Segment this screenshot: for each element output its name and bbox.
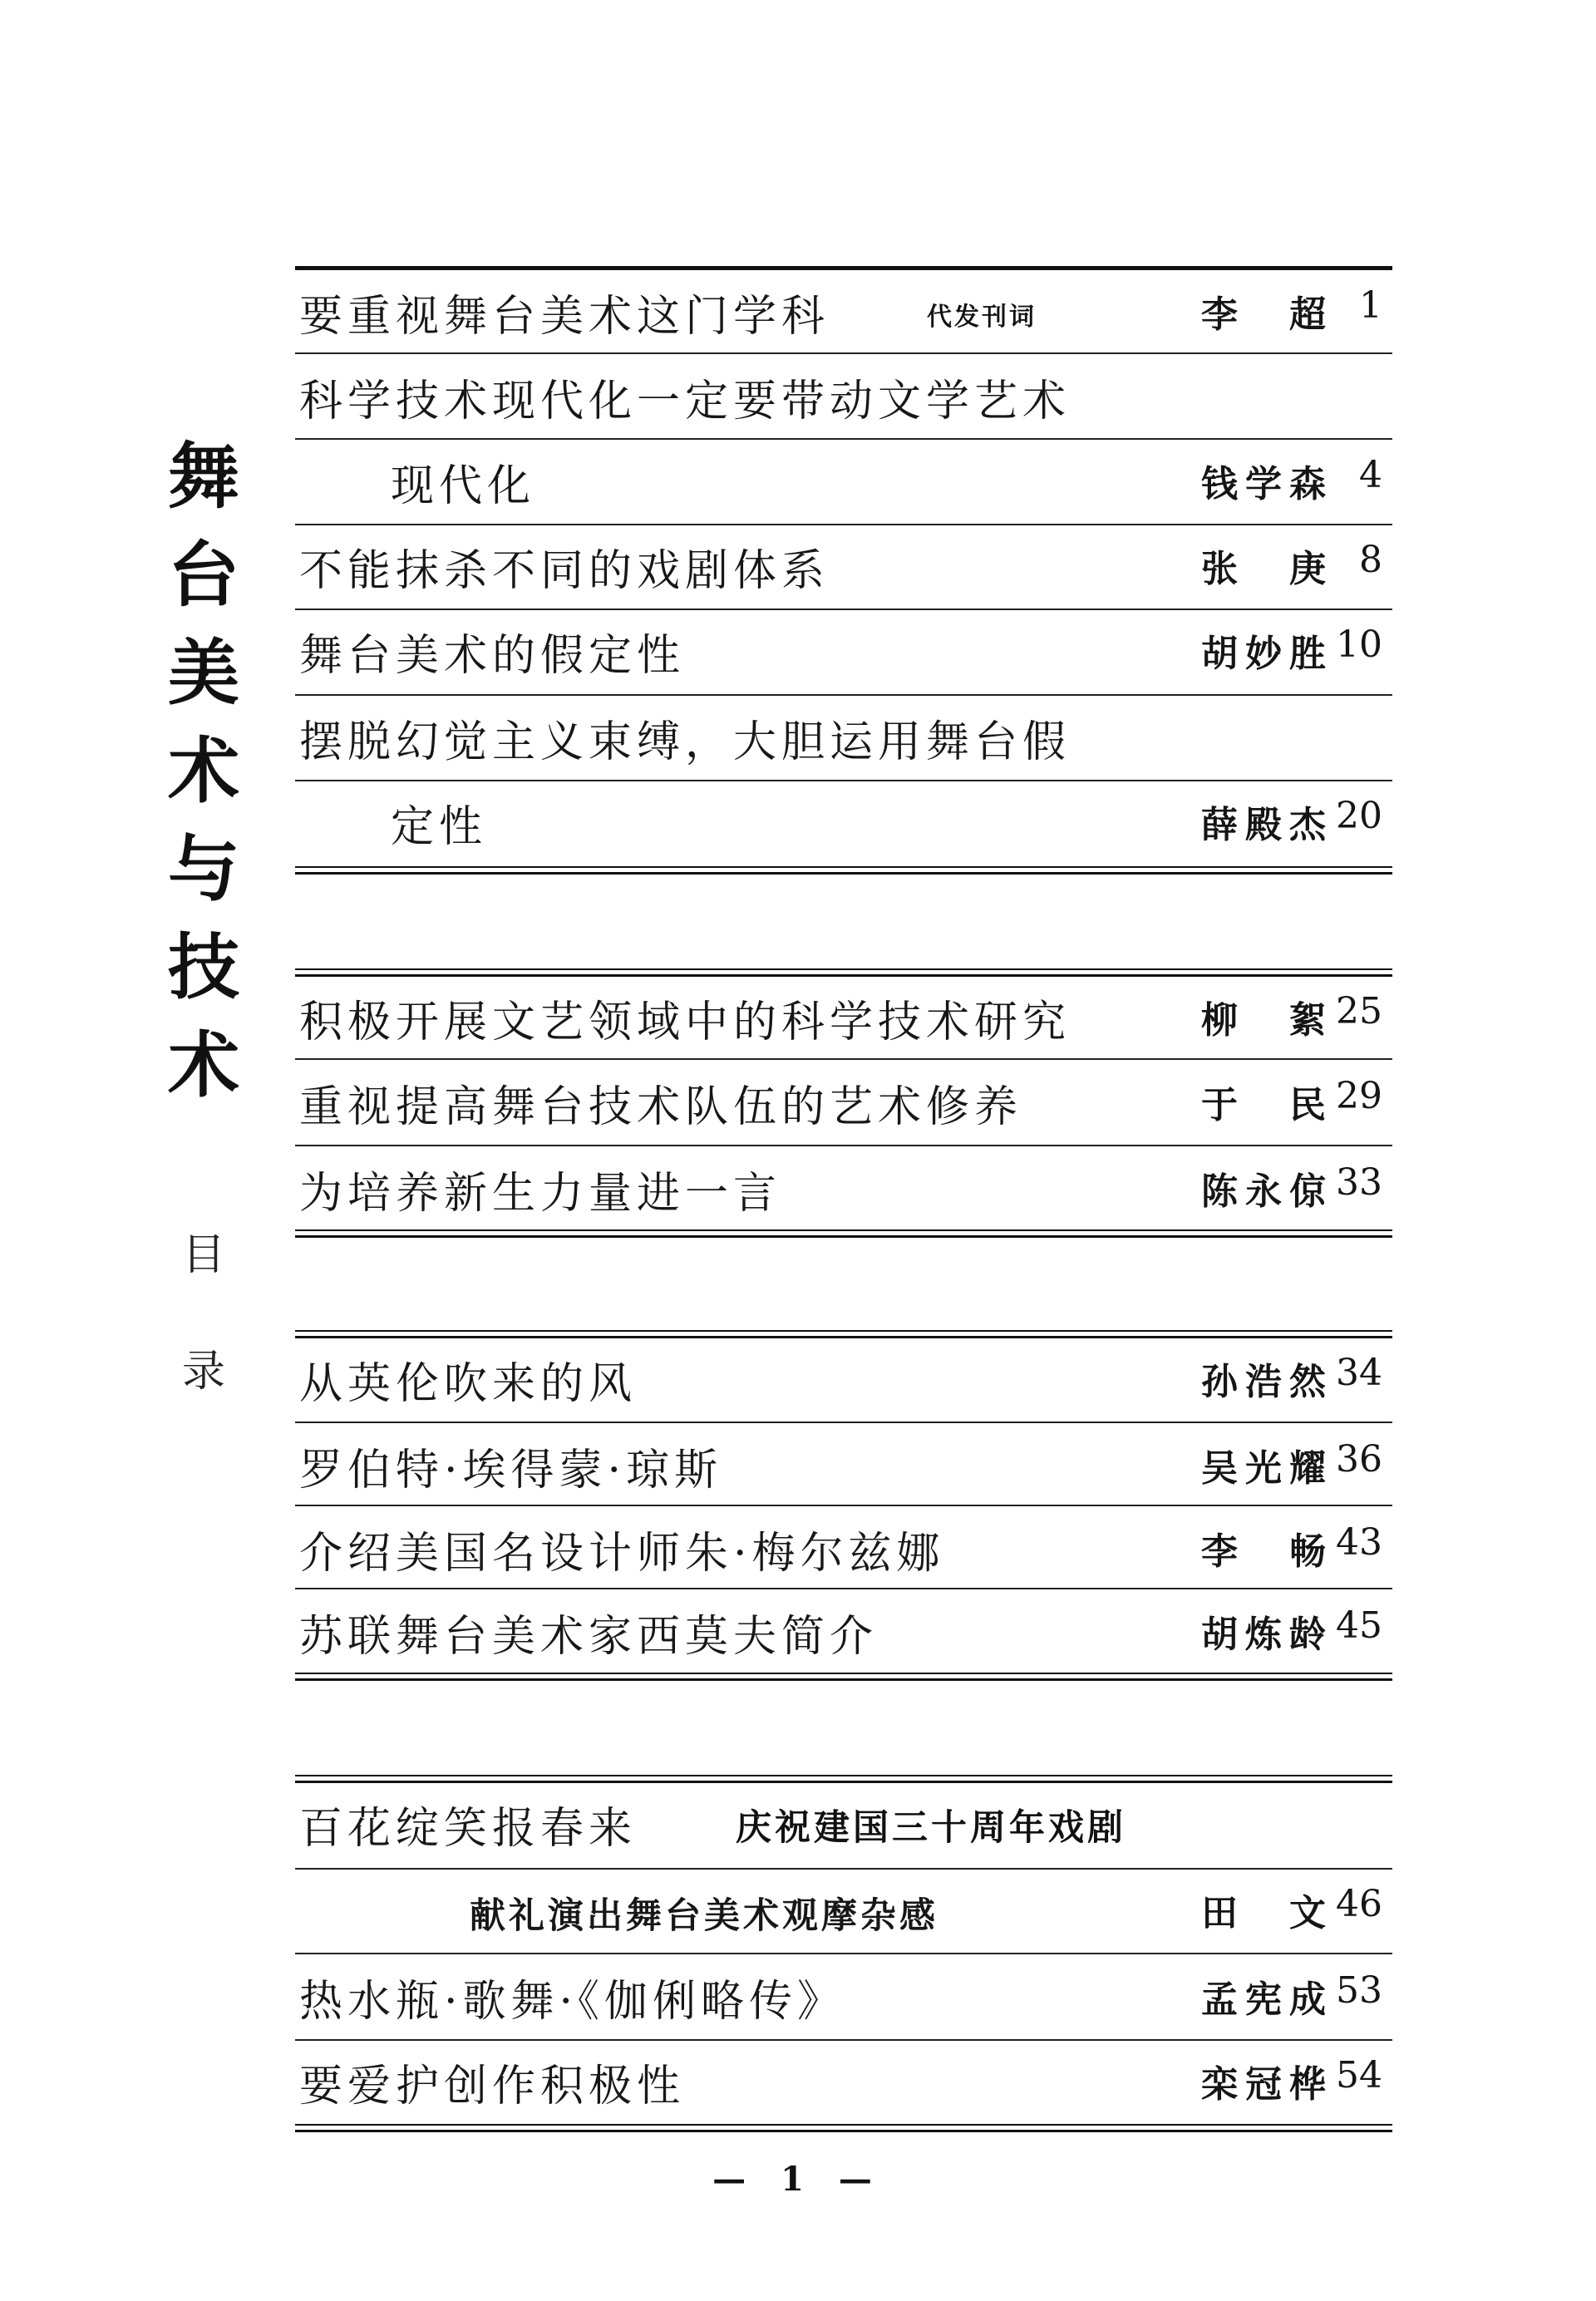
divider [295,1505,1392,1506]
toc-entry[interactable] [295,1958,1392,2032]
divider [295,1145,1392,1146]
toc-entry-continuation[interactable] [295,1871,1392,1946]
entry-title-continuation: 现代化 [391,461,536,511]
journal-title-char: 台 [168,533,239,617]
entry-author: 柳 絮 [1201,999,1326,1042]
entry-title: 罗伯特·埃得蒙·琼斯 [299,1446,723,1495]
divider [295,1588,1392,1589]
entry-author: 李 超 [1201,293,1326,336]
entry-page: 8 [1359,539,1382,581]
entry-author: 张 庚 [1201,548,1326,590]
toc-entry-continuation[interactable] [295,783,1392,858]
entry-author: 李 畅 [1201,1530,1326,1573]
divider [295,1058,1392,1060]
entry-author: 于 民 [1201,1084,1326,1126]
journal-title-char: 美 [168,631,239,715]
entry-author: 孙浩然 [1201,1361,1326,1403]
toc-entry[interactable] [295,1340,1392,1415]
toc-entry-continuation[interactable] [295,442,1392,517]
entry-page: 33 [1336,1161,1382,1204]
entry-title: 百花绽笑报春来 [299,1804,638,1854]
entry-title: 不能抹杀不同的戏剧体系 [299,546,830,596]
entry-title: 热水瓶·歌舞·《伽俐略传》 [299,1977,846,2027]
divider [295,1330,1392,1338]
entry-author: 吴光耀 [1201,1447,1326,1490]
toc-entry[interactable] [295,698,1392,773]
journal-title-char: 与 [168,827,239,911]
entry-title: 要重视舞台美术这门学科 [299,292,830,342]
entry-author: 薛殿杰 [1201,804,1326,846]
divider [295,866,1392,875]
divider [295,266,1392,270]
journal-title-char: 技 [168,925,239,1009]
divider [295,780,1392,781]
entry-page: 25 [1336,990,1382,1032]
entry-title: 积极开展文艺领域中的科学技术研究 [299,998,1071,1047]
entry-page: 36 [1336,1438,1382,1481]
entry-author: 栾冠桦 [1201,2063,1326,2106]
entry-page: 54 [1336,2054,1382,2097]
entry-page: 45 [1336,1604,1382,1647]
toc-entry[interactable] [295,1510,1392,1584]
divider [295,2039,1392,2041]
journal-title-char: 术 [168,729,239,813]
entry-title-continuation: 献礼演出舞台美术观摩杂感 [470,1895,938,1937]
toc-entry[interactable] [295,2042,1392,2117]
divider [295,968,1392,977]
entry-title: 介绍美国名设计师朱·梅尔兹娜 [299,1529,945,1579]
entry-title-continuation: 定性 [391,802,488,852]
entry-page: 4 [1359,454,1382,496]
divider [295,609,1392,610]
entry-author: 田 文 [1201,1892,1326,1934]
toc-entry[interactable] [295,1426,1392,1501]
journal-title-char: 舞 [168,435,239,519]
toc-entry[interactable] [295,978,1392,1053]
contents-label [170,1210,237,1442]
entry-author: 胡炼龄 [1201,1614,1326,1656]
entry-page: 34 [1336,1352,1382,1394]
divider [295,1229,1392,1238]
entry-author: 陈永倞 [1201,1170,1326,1213]
entry-note: 代发刊词 [927,303,1037,332]
page-number: — 1 — [712,2160,884,2199]
toc-entry[interactable] [295,357,1392,432]
divider [295,1421,1392,1423]
divider [295,352,1392,354]
entry-title: 摆脱幻觉主义束缚，大胆运用舞台假 [299,717,1071,767]
toc-entry[interactable] [295,1785,1392,1860]
entry-page: 20 [1336,795,1382,837]
toc-entry[interactable] [295,273,1392,347]
journal-title-char: 术 [168,1023,239,1107]
entry-title: 重视提高舞台技术队伍的艺术修养 [299,1082,1023,1132]
entry-author: 胡妙胜 [1201,633,1326,675]
entry-author: 孟宪成 [1201,1978,1326,2021]
entry-title: 为培养新生力量进一言 [299,1169,782,1219]
toc-entry[interactable] [295,1150,1392,1224]
entry-title: 科学技术现代化一定要带动文学艺术 [299,377,1071,426]
toc-entry[interactable] [295,527,1392,602]
entry-page: 53 [1336,1969,1382,2012]
entry-page: 1 [1359,284,1382,327]
divider [295,1673,1392,1681]
divider [295,1868,1392,1870]
entry-title: 从英伦吹来的风 [299,1359,638,1409]
toc-entry[interactable] [295,1063,1392,1138]
entry-title: 舞台美术的假定性 [299,631,686,681]
divider [295,1775,1392,1783]
entry-page: 43 [1336,1521,1382,1564]
entry-page: 10 [1336,623,1382,666]
divider [295,438,1392,440]
divider [295,524,1392,525]
toc-entry[interactable] [295,612,1392,687]
toc-entry[interactable] [295,1593,1392,1668]
entry-title: 苏联舞台美术家西莫夫简介 [299,1612,879,1662]
journal-title [158,428,249,1115]
entry-page: 29 [1336,1075,1382,1117]
divider [295,2124,1392,2132]
contents-label-char: 录 [181,1347,225,1397]
divider [295,1953,1392,1954]
contents-label-char: 目 [181,1230,225,1280]
entry-page: 46 [1336,1883,1382,1925]
entry-author: 钱学森 [1201,463,1326,505]
entry-title: 要爱护创作积极性 [299,2062,686,2111]
divider [295,694,1392,696]
entry-note: 庆祝建国三十周年戏剧 [736,1807,1126,1849]
